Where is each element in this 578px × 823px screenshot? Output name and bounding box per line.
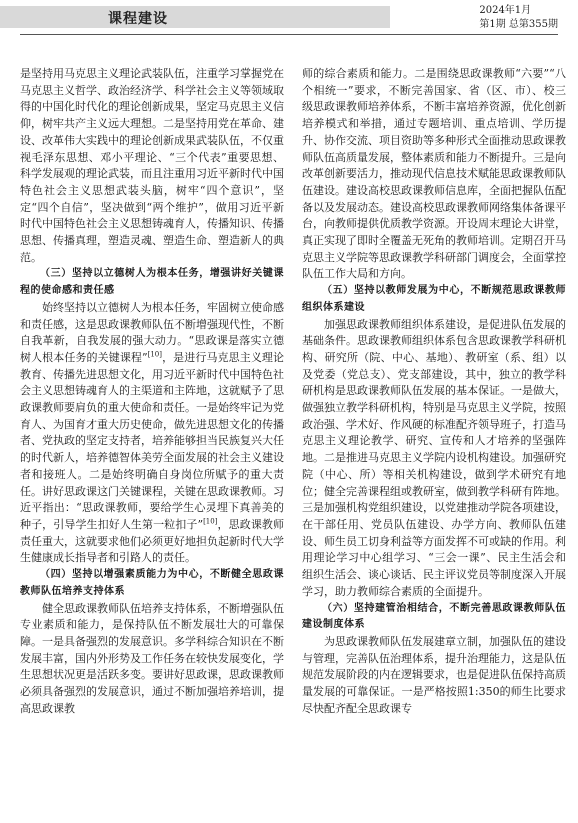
paragraph-text: 始终坚持以立德树人为根本任务，牢固树立使命感和责任感，这是思政课教师队伍不断增强现代性，不断自我革新，自我发展的强大动力。“思政课是落实立德树人根本任务的关键课程”	[20, 300, 284, 364]
section-heading: （三）坚持以立德树人为根本任务，增强讲好关键课程的使命感和责任感	[20, 268, 284, 297]
page-header	[0, 0, 578, 34]
paragraph-text: ，思政课教师责任重大，这就要求他们必须更好地担负起新时代大学生健康成长指导者和引路人的责任。	[20, 517, 284, 565]
section-heading: （六）坚持建管治相结合，不断完善思政课教师队伍建设制度体系	[302, 602, 566, 631]
right-column	[302, 66, 566, 717]
section-title: 课程建设	[108, 11, 168, 27]
paragraph-text: ，是进行马克思主义理论教育、传播先进思想文化，用习近平新时代中国特色社会主义思想铸魂育人的主渠道和主阵地，这就赋予了思政课教师要肩负的重大使命和责任。一是始终牢记为党育人、为国育才重大历史使命，做先进思想文化的传播者、党执政的坚定支持者，培养能够担当民族复兴大任的时代新人，培养德智体美劳全面发展的社会主义建设者和接班人。二是始终明确自身岗位所赋予的重大责任。讲好思政课这门关键课程，关键在思政课教师。习近平指出：“思政课教师，要给学生心灵埋下真善美的种子，引导学生扣好人生第一粒扣子”	[20, 350, 284, 531]
section-heading: （五）坚持以教师发展为中心，不断规范思政课教师组织体系建设	[302, 285, 566, 313]
header-rule	[20, 34, 558, 35]
paragraph: 是坚持用马克思主义理论武装队伍，注重学习掌握党在马克思主义哲学、政治经济学、科学社会主义等领域取得的中国化时代化的理论创新成果，坚定马克思主义信仰，树牢共产主义远大理想。二是坚持用党在革命、建设、改革伟大实践中的理论创新成果武装队伍，不仅重视毛泽东思想、邓小平理论、“三个代表”重要思想、科学发展观的理论武装，而且注重用习近平新时代中国特色社会主义思想武装头脑，树牢“四个意识”，坚定“四个自信”，坚决做到“两个维护”，做用习近平新时代中国特色社会主义思想铸魂育人，传播知识、传播思想、传播真理，塑造灵魂、塑造生命、塑造新人的典范。	[20, 67, 284, 264]
citation-ref: [10]	[203, 517, 218, 526]
issue-date: 2024年1月	[479, 5, 532, 16]
paragraph: 师的综合素质和能力。二是围绕思政课教师“六要”“八个相统一”要求，不断完善国家、省（区、市）、校三级思政课教师培养体系，不断丰富培养资源，优化创新培养模式和举措，通过专题培训、重点培训、学历提升、协作交流、项目资助等多种形式全面推动思政课教师队伍高质量发展，整体素质和能力不断提升。三是向改革创新要活力，推动现代信息技术赋能思政课教师队伍建设。建设高校思政课教师信息库，全面把握队伍配备以及发展动态。建设高校思政课教师网络集体备课平台，向教师提供优质教学资源。开设周末理论大讲堂，真正实现了即时全覆盖无死角的教师培训。定期召开马克思主义学院等思政课教学科研部门调度会，全面掌控队伍工作大局和方向。	[302, 67, 566, 281]
issue-info	[479, 4, 558, 32]
paragraph	[20, 300, 284, 567]
left-column	[20, 66, 284, 717]
paragraph: 加强思政课教师组织体系建设，是促进队伍发展的基础条件。思政课教师组织体系包含思政课教学科研机构、研究所（院、中心、基地）、教研室（系、组）以及党委（党总支）、党支部建设，其中，独立的教学科研机构是思政课教师队伍发展的基本保证。一是做大，做强独立教学科研机构，特别是马克思主义学院，按照政治强、学术好、作风硬的标准配齐领导班子，打造马克思主义理论教学、研究、宣传和人才培养的坚强阵地。二是推进马克思主义学院内设机构建设。加强研究院（中心、所）等相关机构建设，做到学术研究有地位；健全完善课程组或教研室，做到教学科研有阵地。三是加强机构党组织建设，以党建推动学院各项建设，在干部任用、党员队伍建设、办学方向、教师队伍建设、师生员工切身利益等方面发挥不可或缺的作用。利用理论学习中心组学习、“三会一课”、民主生活会和组织生活会、谈心谈话、民主评议党员等制度深入开展学习，助力教师综合素质的全面提升。	[302, 317, 566, 598]
issue-number: 第1期 总第355期	[479, 19, 558, 30]
section-heading: （四）坚持以增强素质能力为中心，不断健全思政课教师队伍培养支持体系	[20, 569, 284, 597]
header-band	[0, 6, 390, 28]
paragraph: 健全思政课教师队伍培养支持体系，不断增强队伍专业素质和能力，是保持队伍不断发展壮大的可靠保障。一是具备强烈的发展意识。多学科综合知识在不断发展丰富，国内外形势及工作任务在较快发展变化，学生思想状况更是活跃多变。要讲好思政课，思政课教师必须具备强烈的发展意识，通过不断加强培养培训，提高思政课教	[20, 601, 284, 715]
paragraph: 为思政课教师队伍发展建章立制，加强队伍的建设与管理，完善队伍治理体系，提升治理能力，这是队伍规范发展阶段的内在逻辑要求，也是促进队伍保持高质量发展的可靠保证。一是严格按照1:350的师生比要求尽快配齐配全思政课专	[302, 634, 566, 715]
citation-ref: [10]	[147, 350, 162, 359]
